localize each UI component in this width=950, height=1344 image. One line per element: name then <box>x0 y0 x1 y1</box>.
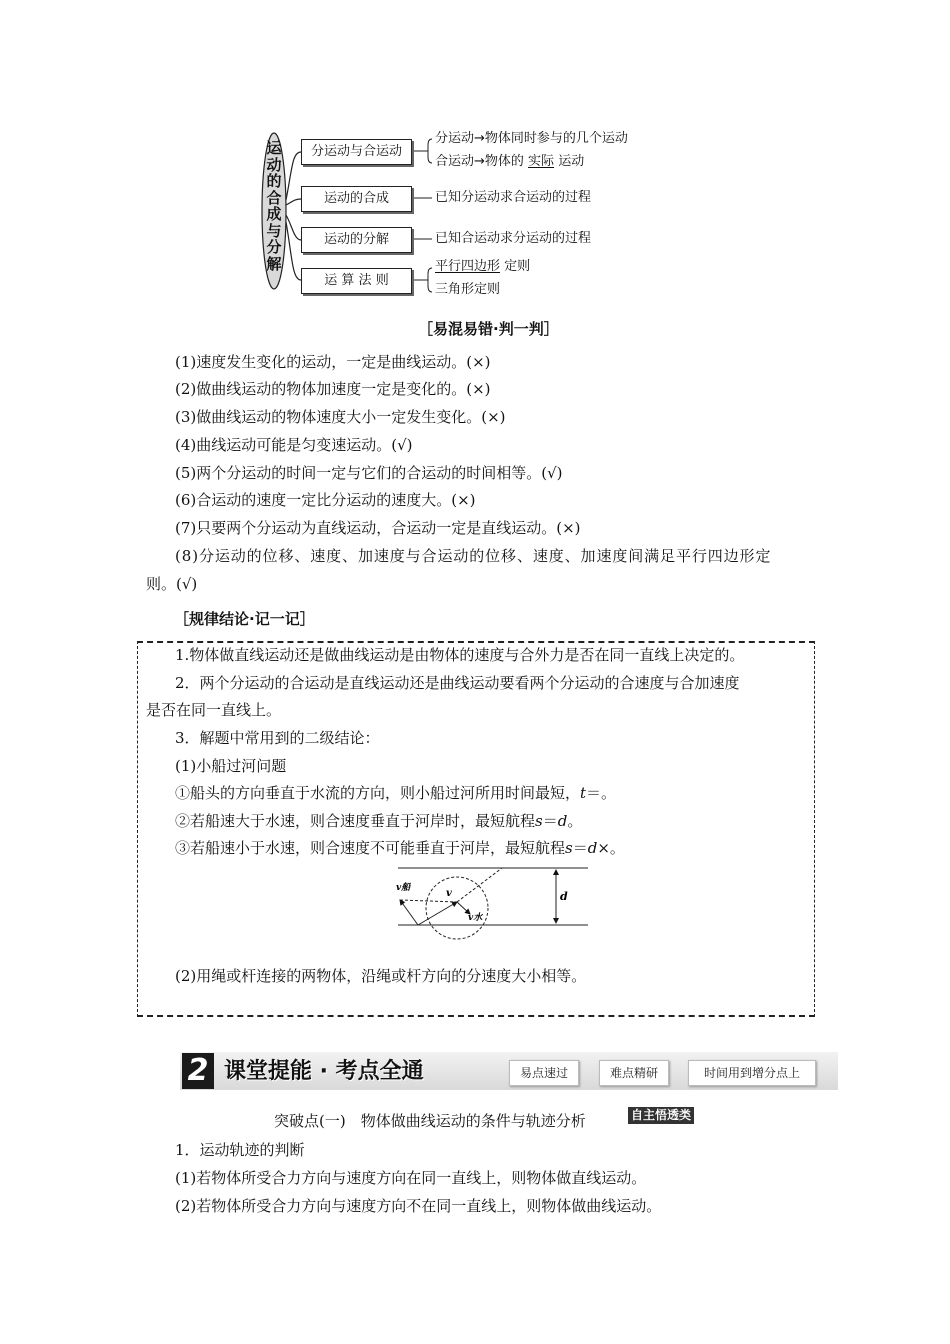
detail-underlined: 平行四边形 <box>435 259 501 274</box>
math-symbol: s <box>565 839 573 857</box>
conclusion-paragraph: 是否在同一直线上。 <box>146 701 282 719</box>
conclusion-subheading: (2)用绳或杆连接的两物体，沿绳或杆方向的分速度大小相等。 <box>175 967 587 985</box>
conclusion-paragraph: 3．解题中常用到的二级结论： <box>175 729 380 747</box>
conclusion-case <box>175 783 616 803</box>
concept-node-detail <box>435 153 584 171</box>
concept-node-box: 运动的分解 <box>301 227 412 253</box>
breakthrough-paragraph: (1)若物体所受合力方向与速度方向在同一直线上，则物体做直线运动。 <box>175 1169 647 1187</box>
label-v: v <box>446 888 452 899</box>
judgement-item: (5)两个分运动的时间一定与它们的合运动的时间相等。(√) <box>175 464 563 482</box>
breakthrough-title: 突破点(一) 物体做曲线运动的条件与轨迹分析 <box>274 1112 586 1130</box>
judgement-item: (2)做曲线运动的物体加速度一定是变化的。(×) <box>175 380 491 398</box>
river-crossing-diagram <box>390 862 590 962</box>
case-text: ①船头的方向垂直于水流的方向，则小船过河所用时间最短， <box>175 784 581 802</box>
conclusion-subheading: (1)小船过河问题 <box>175 757 287 775</box>
judgement-item-continued: 则。(√) <box>146 575 198 593</box>
detail-suffix: 运动 <box>558 154 585 169</box>
judgement-item: (1)速度发生变化的运动，一定是曲线运动。(×) <box>175 353 491 371</box>
section-heading: ［易混易错·判一判］ <box>418 320 559 338</box>
concept-node-box: 运 算 法 则 <box>301 268 412 294</box>
judgement-item: (3)做曲线运动的物体速度大小一定发生变化。(×) <box>175 408 506 426</box>
banner-button-hard[interactable]: 难点精研 <box>599 1060 669 1086</box>
concept-node-detail: 分运动→物体同时参与的几个运动 <box>435 131 628 146</box>
breakthrough-tag: 自主悟透类 <box>628 1107 694 1124</box>
case-text: ②若船速大于水速，则合速度垂直于河岸时，最短航程 <box>175 812 536 830</box>
conclusion-paragraph: 1.物体做直线运动还是做曲线运动是由物体的速度与合外力是否在同一直线上决定的。 <box>175 646 745 664</box>
detail-prefix: 合运动→物体的 <box>435 154 524 169</box>
judgement-item: (6)合运动的速度一定比分运动的速度大。(×) <box>175 491 476 509</box>
concept-node-detail: 已知合运动求分运动的过程 <box>435 231 592 246</box>
detail-underlined: 实际 <box>528 154 555 169</box>
math-symbol: t <box>580 784 587 802</box>
math-symbol: s <box>535 812 543 830</box>
banner-title: 课堂提能 · 考点全通 <box>224 1059 424 1084</box>
conclusion-paragraph: 2．两个分运动的合运动是直线运动还是曲线运动要看两个分运动的合速度与合加速度 <box>175 674 740 692</box>
concept-node-detail <box>435 258 530 276</box>
label-v-water: v水 <box>468 913 483 923</box>
label-d: d <box>560 890 568 903</box>
concept-node-box: 分运动与合运动 <box>301 139 412 165</box>
conclusion-case <box>175 811 582 831</box>
case-text: ＝ <box>542 812 558 830</box>
concept-node-box: 运动的合成 <box>301 186 412 212</box>
case-text: 。 <box>567 812 583 830</box>
breakthrough-paragraph: 1．运动轨迹的判断 <box>175 1141 305 1159</box>
banner-number: 2 <box>182 1053 214 1089</box>
concept-center-label: 运动的合成与分解 <box>266 139 282 273</box>
detail-suffix: 定则 <box>504 259 531 274</box>
label-v-boat: v船 <box>396 883 411 893</box>
concept-node-detail: 已知分运动求合运动的过程 <box>435 190 592 205</box>
banner-button-easy[interactable]: 易点速过 <box>509 1060 579 1086</box>
judgement-item: (4)曲线运动可能是匀变速运动。(√) <box>175 436 413 454</box>
conclusion-case <box>175 838 625 858</box>
banner-button-time[interactable]: 时间用到增分点上 <box>688 1060 816 1086</box>
case-text: ×。 <box>597 839 625 857</box>
case-text: ③若船速小于水速，则合速度不可能垂直于河岸，最短航程 <box>175 839 566 857</box>
section-heading: ［规律结论·记一记］ <box>174 610 315 628</box>
math-symbol: d <box>557 812 568 830</box>
case-text: ＝ <box>572 839 588 857</box>
breakthrough-paragraph: (2)若物体所受合力方向与速度方向不在同一直线上，则物体做曲线运动。 <box>175 1197 662 1215</box>
concept-node-detail: 三角形定则 <box>435 282 501 297</box>
case-text: ＝。 <box>586 784 617 802</box>
judgement-item: (8)分运动的位移、速度、加速度与合运动的位移、速度、加速度间满足平行四边形定 <box>175 547 772 565</box>
math-symbol: d <box>587 839 598 857</box>
judgement-item: (7)只要两个分运动为直线运动，合运动一定是直线运动。(×) <box>175 519 581 537</box>
